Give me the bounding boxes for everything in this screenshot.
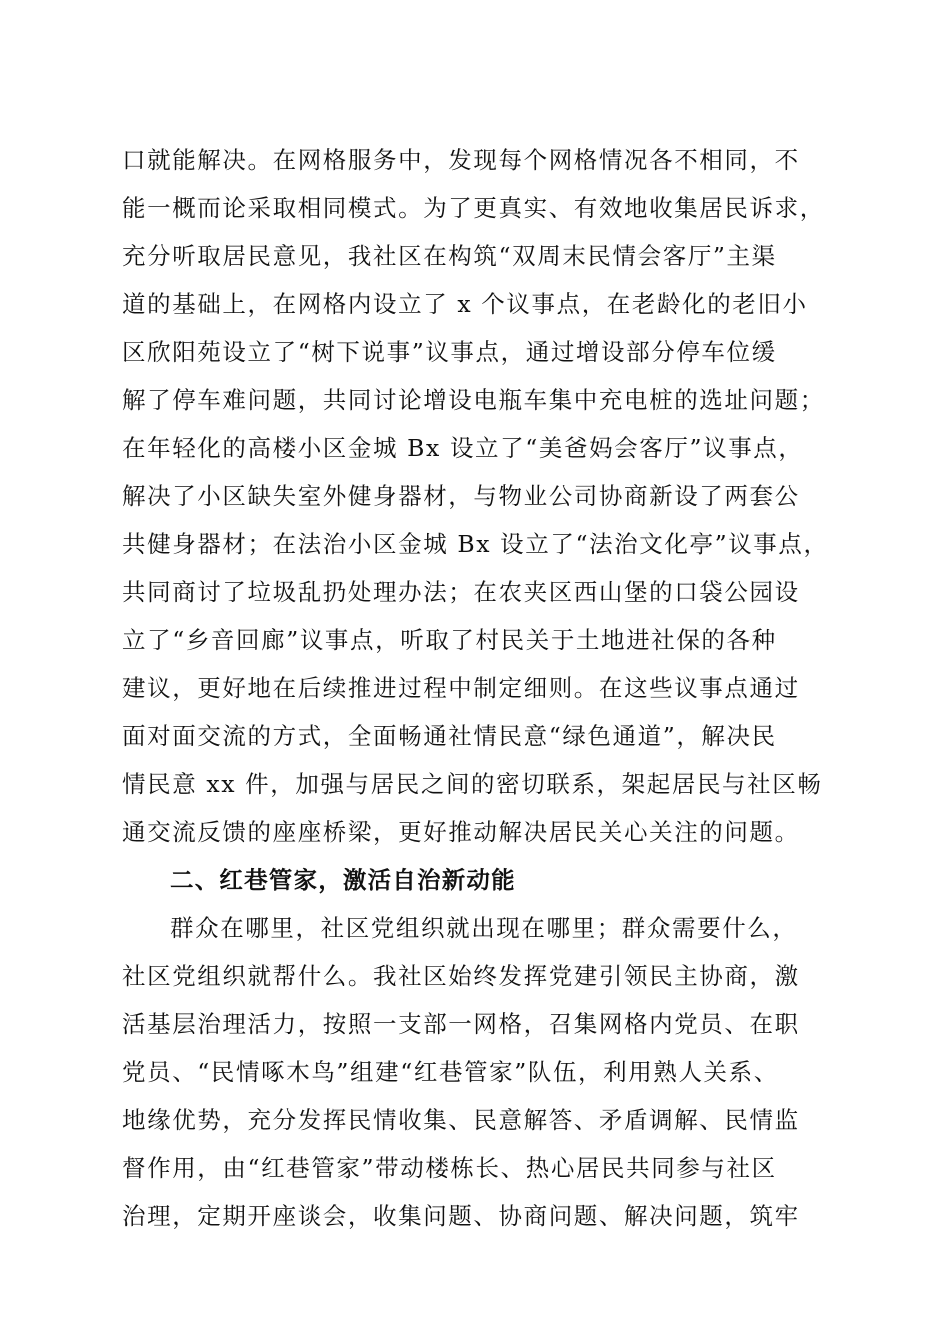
paragraph-line: 治理，定期开座谈会，收集问题、协商问题、解决问题，筑牢 bbox=[122, 1202, 800, 1230]
paragraph-line: 解决了小区缺失室外健身器材，与物业公司协商新设了两套公 bbox=[122, 482, 800, 510]
paragraph-line: 能一概而论采取相同模式。为了更真实、有效地收集居民诉求， bbox=[122, 194, 825, 222]
paragraph-line: 区欣阳苑设立了“树下说事”议事点，通过增设部分停车位缓 bbox=[122, 338, 777, 366]
paragraph-line: 群众在哪里，社区党组织就出现在哪里；群众需要什么， bbox=[170, 914, 798, 942]
paragraph-line: 通交流反馈的座座桥梁，更好推动解决居民关心关注的问题。 bbox=[122, 818, 800, 846]
paragraph-line: 面对面交流的方式，全面畅通社情民意“绿色通道”，解决民 bbox=[122, 722, 777, 750]
section-heading: 二、红巷管家，激活自治新动能 bbox=[170, 866, 516, 894]
paragraph-line: 充分听取居民意见，我社区在构筑“双周末民情会客厅”主渠 bbox=[122, 242, 777, 270]
paragraph-line: 在年轻化的高楼小区金城 Bx 设立了“美爸妈会客厅”议事点， bbox=[122, 434, 804, 462]
paragraph-line: 解了停车难问题，共同讨论增设电瓶车集中充电桩的选址问题； bbox=[122, 386, 825, 414]
paragraph-line: 地缘优势，充分发挥民情收集、民意解答、矛盾调解、民情监 bbox=[122, 1106, 800, 1134]
paragraph-line: 情民意 xx 件，加强与居民之间的密切联系，架起居民与社区畅 bbox=[122, 770, 823, 798]
paragraph-line: 共健身器材；在法治小区金城 Bx 设立了“法治文化亭”议事点， bbox=[122, 530, 829, 558]
paragraph-line: 道的基础上，在网格内设立了 x 个议事点，在老龄化的老旧小 bbox=[122, 290, 808, 318]
paragraph-line: 活基层治理活力，按照一支部一网格，召集网格内党员、在职 bbox=[122, 1010, 800, 1038]
paragraph-line: 党员、“民情啄木鸟”组建“红巷管家”队伍，利用熟人关系、 bbox=[122, 1058, 779, 1086]
paragraph-line: 社区党组织就帮什么。我社区始终发挥党建引领民主协商，激 bbox=[122, 962, 800, 990]
paragraph-line: 口就能解决。在网格服务中，发现每个网格情况各不相同，不 bbox=[122, 146, 800, 174]
paragraph-line: 立了“乡音回廊”议事点，听取了村民关于土地进社保的各种 bbox=[122, 626, 777, 654]
paragraph-line: 共同商讨了垃圾乱扔处理办法；在农夹区西山堡的口袋公园设 bbox=[122, 578, 800, 606]
paragraph-line: 建议，更好地在后续推进过程中制定细则。在这些议事点通过 bbox=[122, 674, 800, 702]
paragraph-line: 督作用，由“红巷管家”带动楼栋长、热心居民共同参与社区 bbox=[122, 1154, 777, 1182]
